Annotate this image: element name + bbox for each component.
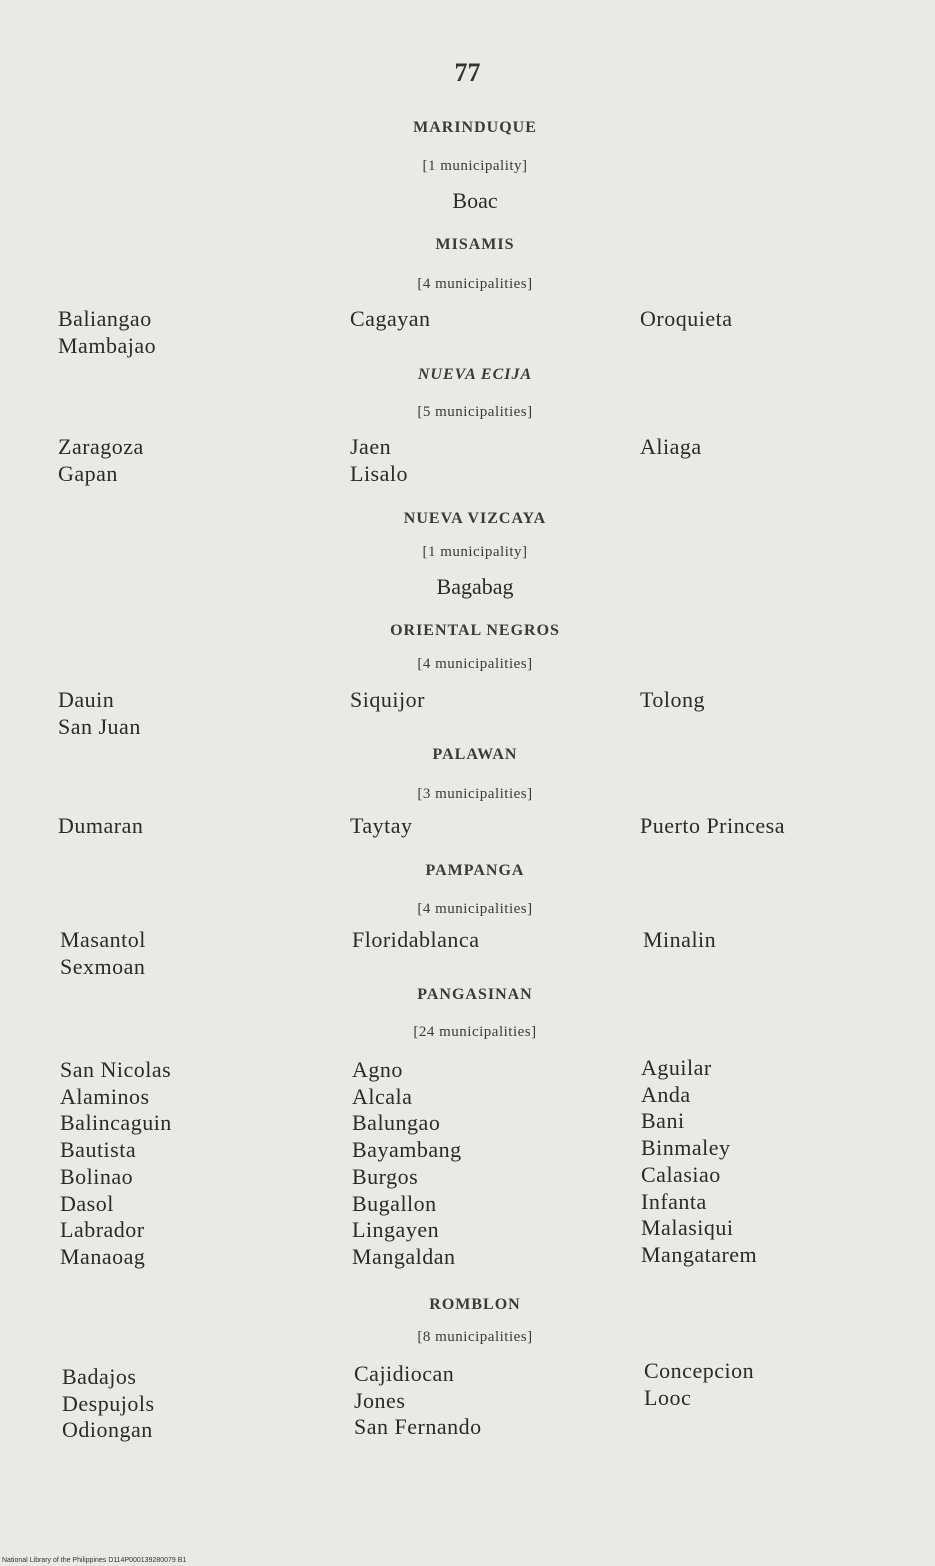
municipality-name: Balungao <box>352 1110 441 1136</box>
municipality-column-3 <box>640 306 732 333</box>
municipality-column-2 <box>350 306 430 333</box>
municipality-name: Lisalo <box>350 460 408 486</box>
municipality-name: Burgos <box>352 1163 419 1189</box>
municipality-name: Dumaran <box>58 813 144 838</box>
municipality-name: Alaminos <box>60 1083 150 1109</box>
municipality-column-2 <box>350 434 408 487</box>
archive-footer: National Library of the Philippines D114P000139280079 B1 <box>2 1557 187 1564</box>
municipality-name: Jones <box>354 1387 406 1413</box>
municipality-name: Dauin <box>58 687 115 712</box>
municipality-name: Cagayan <box>350 306 431 331</box>
municipality-column-2 <box>350 687 425 714</box>
province-heading-romblon: ROMBLON <box>429 1296 521 1313</box>
municipality-name: Cajidiocan <box>354 1361 455 1386</box>
municipality-name: Balincaguin <box>60 1110 172 1136</box>
municipality-name: San Nicolas <box>60 1057 172 1082</box>
municipality-name: Dasol <box>60 1190 114 1216</box>
municipality-name: Puerto Princesa <box>640 813 785 838</box>
municipality-column-1 <box>62 1364 155 1444</box>
municipality-name: Agno <box>352 1057 403 1082</box>
municipality-column-2 <box>354 1361 482 1441</box>
province-heading-palawan: PALAWAN <box>432 746 518 763</box>
municipality-name: Calasiao <box>641 1161 721 1187</box>
municipality-count-nueva-vizcaya: [1 municipality] <box>422 544 528 560</box>
municipality-count-pangasinan: [24 municipalities] <box>413 1024 537 1040</box>
municipality-column-2 <box>352 1057 462 1271</box>
municipality-name: Zaragoza <box>58 434 144 459</box>
municipality-name: Tolong <box>640 687 706 712</box>
municipality-column-1 <box>58 687 141 740</box>
page-number: 77 <box>454 58 481 87</box>
municipality-name: Siquijor <box>350 687 425 712</box>
municipality-name: Looc <box>644 1384 692 1410</box>
municipality-name: Bagabag <box>436 574 514 599</box>
municipality-column-1 <box>60 1057 172 1271</box>
municipality-column-2 <box>350 813 413 840</box>
municipality-name: Mambajao <box>58 332 157 358</box>
municipality-count-nueva-ecija: [5 municipalities] <box>417 404 533 420</box>
municipality-name: Mangaldan <box>352 1243 456 1269</box>
municipality-name: Bugallon <box>352 1190 437 1216</box>
municipality-column-1 <box>58 813 143 840</box>
municipality-count-misamis: [4 municipalities] <box>417 276 533 292</box>
municipality-name: Infanta <box>641 1188 707 1214</box>
municipality-name: Boac <box>452 188 498 213</box>
province-heading-oriental-negros: ORIENTAL NEGROS <box>390 622 560 639</box>
municipality-name: Masantol <box>60 927 146 952</box>
municipality-name: Bautista <box>60 1137 137 1163</box>
municipality-count-palawan: [3 municipalities] <box>417 786 533 802</box>
municipality-name: Odiongan <box>62 1417 153 1443</box>
municipality-name: Bayambang <box>352 1137 462 1163</box>
municipality-name: Baliangao <box>58 306 152 331</box>
province-heading-pampanga: PAMPANGA <box>425 862 525 879</box>
municipality-column-3 <box>641 1055 757 1269</box>
municipality-count-romblon: [8 municipalities] <box>417 1329 533 1345</box>
municipality-name: Aguilar <box>641 1055 712 1080</box>
municipality-name: Taytay <box>350 813 413 838</box>
municipality-name: Badajos <box>62 1364 137 1389</box>
municipality-column-1 <box>58 434 144 487</box>
municipality-column-3 <box>640 434 702 461</box>
municipality-name: Mangatarem <box>641 1241 758 1267</box>
municipality-count-pampanga: [4 municipalities] <box>417 901 533 917</box>
municipality-name: Jaen <box>350 434 392 459</box>
municipality-name: San Fernando <box>354 1414 482 1440</box>
municipality-column-3 <box>640 813 785 840</box>
municipality-name: Oroquieta <box>640 306 733 331</box>
municipality-column-3 <box>644 1358 754 1411</box>
province-heading-nueva-ecija: NUEVA ECIJA <box>417 366 533 383</box>
municipality-name: Sexmoan <box>60 953 146 979</box>
province-heading-pangasinan: PANGASINAN <box>417 986 533 1003</box>
municipality-name: Binmaley <box>641 1135 731 1161</box>
province-heading-misamis: MISAMIS <box>435 236 515 253</box>
municipality-name: Concepcion <box>644 1358 755 1383</box>
province-heading-nueva-vizcaya: NUEVA VIZCAYA <box>403 510 547 527</box>
municipality-name: Anda <box>641 1081 691 1107</box>
province-heading-marinduque: MARINDUQUE <box>413 119 537 136</box>
municipality-name: Malasiqui <box>641 1215 734 1241</box>
municipality-count-oriental-negros: [4 municipalities] <box>417 656 533 672</box>
municipality-name: Labrador <box>60 1217 145 1243</box>
municipality-name: Manaoag <box>60 1243 146 1269</box>
municipality-name: Aliaga <box>640 434 702 459</box>
municipality-name: San Juan <box>58 713 141 739</box>
municipality-name: Alcala <box>352 1083 413 1109</box>
municipality-name: Bolinao <box>60 1163 134 1189</box>
municipality-name: Lingayen <box>352 1217 440 1243</box>
municipality-name: Despujols <box>62 1390 155 1416</box>
municipality-name: Bani <box>641 1108 685 1134</box>
municipality-count-marinduque: [1 municipality] <box>422 158 528 174</box>
municipality-column-3 <box>640 687 705 714</box>
municipality-column-2 <box>352 927 479 954</box>
municipality-column-1 <box>60 927 146 980</box>
municipality-column-3 <box>643 927 716 954</box>
municipality-name: Gapan <box>58 460 118 486</box>
municipality-column-1 <box>58 306 156 359</box>
municipality-name: Minalin <box>643 927 717 952</box>
municipality-name: Floridablanca <box>352 927 480 952</box>
